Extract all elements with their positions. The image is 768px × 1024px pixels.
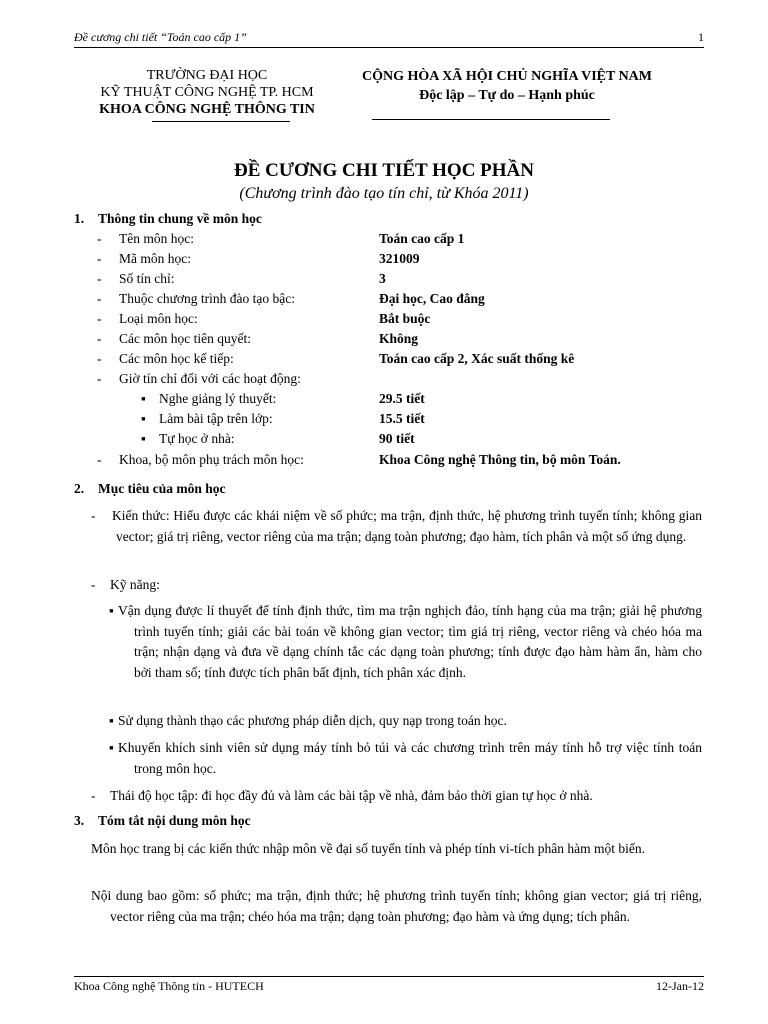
- dash-bullet: -: [91, 788, 96, 803]
- objective-attitude: [91, 786, 702, 807]
- skill-item: [109, 601, 702, 683]
- info-label: Số tín chỉ:: [119, 271, 175, 286]
- section-number: 1.: [74, 211, 85, 226]
- info-value: Khoa Công nghệ Thông tin, bộ môn Toán.: [379, 452, 621, 467]
- skill-item: [109, 738, 702, 779]
- info-label: Tên môn học:: [119, 231, 194, 246]
- info-label: Các môn học kế tiếp:: [119, 351, 234, 366]
- dash-bullet: -: [97, 371, 102, 386]
- info-label: Các môn học tiên quyết:: [119, 331, 251, 346]
- footer-faculty: Khoa Công nghệ Thông tin - HUTECH: [74, 979, 264, 993]
- info-value: Toán cao cấp 2, Xác suất thống kê: [379, 351, 575, 366]
- section-number: 3.: [74, 813, 85, 828]
- running-header: [74, 30, 704, 48]
- info-label: Tự học ở nhà:: [159, 431, 235, 446]
- info-value: Bắt buộc: [379, 311, 431, 326]
- header-rule: [74, 47, 704, 48]
- dash-bullet: -: [97, 452, 102, 467]
- info-row: [97, 351, 697, 371]
- info-row: [97, 331, 697, 351]
- square-bullet: ▪: [141, 391, 146, 406]
- section-number: 2.: [74, 481, 85, 496]
- info-row: [97, 452, 717, 472]
- dash-bullet: -: [91, 577, 96, 592]
- info-value: Không: [379, 331, 419, 346]
- header-course-title: Đề cương chi tiết “Toán cao cấp 1”: [74, 30, 247, 44]
- institution-line-1: TRƯỜNG ĐẠI HỌC: [146, 68, 268, 83]
- info-value: 321009: [379, 251, 420, 266]
- attitude-text: Thái độ học tập: đi học đầy đủ và làm các bài tập về nhà, đảm bảo thời gian tự học ở nhà.: [110, 788, 593, 803]
- square-bullet: ▪: [109, 713, 114, 728]
- square-bullet: ▪: [109, 740, 114, 755]
- info-subrow: [97, 431, 697, 451]
- knowledge-text: Kiến thức: Hiểu được các khái niệm về số phức; ma trận, định thức, hệ phương trình tuyến tính; không gian vector; giá trị riêng, vector riêng của ma trận; dạng toàn phương; đạo hàm, tích phân và một số ứng dụng.: [112, 508, 702, 544]
- section-3-heading: [74, 813, 674, 831]
- summary-text-1: Môn học trang bị các kiến thức nhập môn về đại số tuyến tính và phép tính vi-tích phân hàm một biến.: [91, 841, 645, 856]
- nation-line-1: CỘNG HÒA XÃ HỘI CHỦ NGHĨA VIỆT NAM: [361, 69, 652, 84]
- info-row: [97, 311, 697, 331]
- section-1-heading: [74, 211, 674, 229]
- skills-label: Kỹ năng:: [110, 577, 160, 592]
- skill-text: Khuyến khích sinh viên sử dụng máy tính bỏ túi và các chương trình trên máy tính hỗ trợ việc tính toán trong môn học.: [118, 740, 702, 776]
- dash-bullet: -: [97, 311, 102, 326]
- square-bullet: ▪: [141, 431, 146, 446]
- header-page-number: 1: [698, 30, 704, 44]
- info-value: 15.5 tiết: [379, 411, 425, 426]
- skill-text: Vận dụng được lí thuyết để tính định thức, tìm ma trận nghịch đảo, tính hạng của ma trận; giải hệ phương trình tuyến tính; giải các bài toán về không gian vector; tìm giá trị riêng, vector riêng và chéo hóa ma trận; nhận dạng và đưa về dạng chính tắc các dạng toàn phương; tính được đạo hàm hàm ẩn, hàm cho bởi tham số; tính được tích phân bất định, tích phân xác định.: [118, 603, 702, 680]
- info-value: 3: [379, 271, 386, 286]
- info-row: [97, 291, 697, 311]
- institution-block: [72, 67, 342, 118]
- objective-knowledge: [91, 506, 702, 547]
- institution-line-2: KỸ THUẬT CÔNG NGHỆ TP. HCM: [100, 85, 314, 100]
- info-label: Mã môn học:: [119, 251, 191, 266]
- info-value: Toán cao cấp 1: [379, 231, 465, 246]
- institution-underline: [152, 121, 290, 122]
- section-title: Mục tiêu của môn học: [98, 481, 226, 496]
- square-bullet: ▪: [141, 411, 146, 426]
- institution-line-3: KHOA CÔNG NGHỆ THÔNG TIN: [99, 102, 315, 117]
- section-title: Thông tin chung về môn học: [98, 211, 262, 226]
- dash-bullet: -: [97, 231, 102, 246]
- info-row: [97, 371, 697, 391]
- info-label: Giờ tín chỉ đối với các hoạt động:: [119, 371, 301, 386]
- footer-date: 12-Jan-12: [656, 979, 704, 993]
- dash-bullet: -: [97, 271, 102, 286]
- document-subtitle: (Chương trình đào tạo tín chỉ, từ Khóa 2011): [239, 185, 529, 202]
- square-bullet: ▪: [109, 603, 114, 618]
- info-value: 29.5 tiết: [379, 391, 425, 406]
- nation-block: [340, 67, 674, 105]
- dash-bullet: -: [97, 331, 102, 346]
- info-row: [97, 271, 697, 291]
- summary-paragraph: [91, 886, 702, 927]
- dash-bullet: -: [91, 508, 96, 523]
- info-label: Nghe giảng lý thuyết:: [159, 391, 277, 406]
- nation-underline: [372, 119, 610, 120]
- skill-text: Sử dụng thành thạo các phương pháp diễn dịch, quy nạp trong toán học.: [118, 713, 507, 728]
- info-label: Làm bài tập trên lớp:: [159, 411, 273, 426]
- section-title: Tóm tắt nội dung môn học: [98, 813, 251, 828]
- dash-bullet: -: [97, 351, 102, 366]
- info-subrow: [97, 391, 697, 411]
- dash-bullet: -: [97, 251, 102, 266]
- info-value: 90 tiết: [379, 431, 415, 446]
- section-2-heading: [74, 481, 674, 499]
- info-row: [97, 251, 697, 271]
- dash-bullet: -: [97, 291, 102, 306]
- info-label: Khoa, bộ môn phụ trách môn học:: [119, 452, 304, 467]
- summary-paragraph: [91, 839, 702, 860]
- skill-item: [109, 711, 702, 732]
- footer-rule: [74, 976, 704, 977]
- summary-text-2: Nội dung bao gồm: số phức; ma trận, định thức; hệ phương trình tuyến tính; không gian vector; giá trị riêng, vector riêng của ma trận; chéo hóa ma trận; dạng toàn phương; đạo hàm và ứng dụng; tích phân.: [91, 888, 702, 924]
- info-label: Thuộc chương trình đào tạo bậc:: [119, 291, 296, 306]
- info-row: [97, 231, 697, 251]
- nation-line-2: Độc lập – Tự do – Hạnh phúc: [419, 88, 595, 103]
- info-subrow: [97, 411, 697, 431]
- objective-skills-label: [91, 575, 702, 596]
- document-title: ĐỀ CƯƠNG CHI TIẾT HỌC PHẦN: [234, 160, 534, 181]
- info-label: Loại môn học:: [119, 311, 198, 326]
- info-value: Đại học, Cao đẳng: [379, 291, 485, 306]
